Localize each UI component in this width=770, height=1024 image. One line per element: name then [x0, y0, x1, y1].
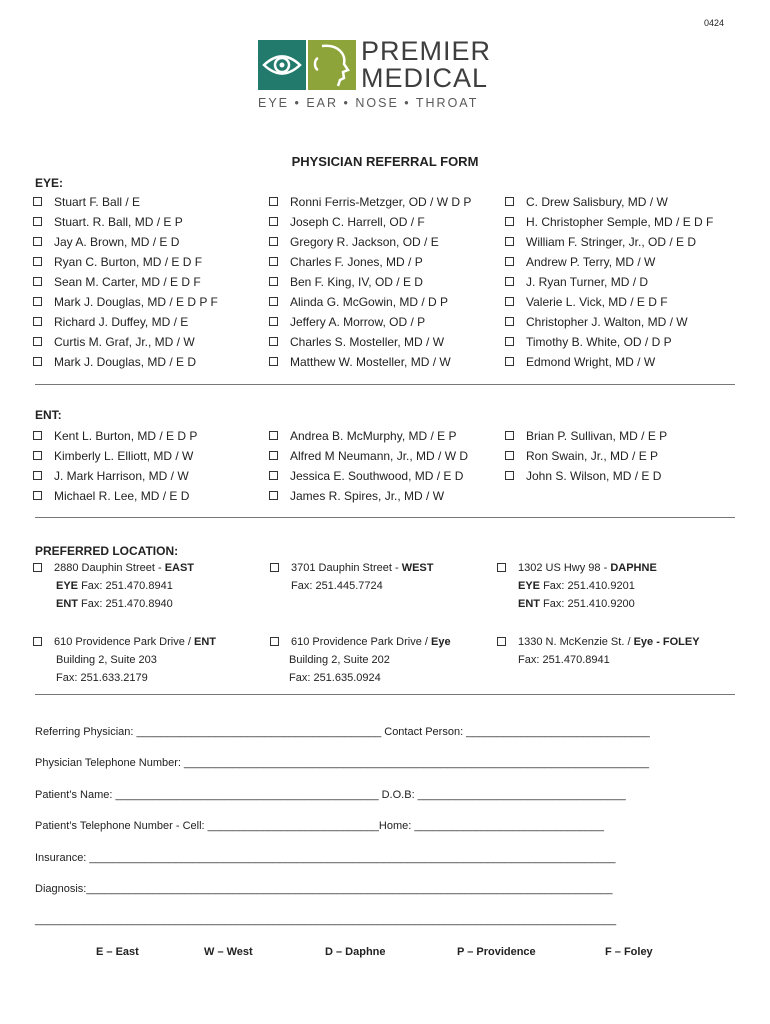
referring-physician-field[interactable]: Referring Physician: ________________________________________ Contact Person: ______________________________: [35, 726, 650, 738]
checkbox[interactable]: [505, 217, 514, 226]
legend-daphne: D – Daphne: [325, 946, 386, 958]
location-daphne[interactable]: 1302 US Hwy 98 - DAPHNE EYE Fax: 251.410.9201 ENT Fax: 251.410.9200: [497, 559, 657, 613]
checkbox[interactable]: [505, 277, 514, 286]
checkbox[interactable]: [505, 451, 514, 460]
face-profile-logo-icon: [308, 40, 356, 90]
eye-physician-item[interactable]: Ronni Ferris-Metzger, OD / W D P: [269, 192, 471, 212]
ent-col2: [269, 426, 468, 506]
eye-physician-item[interactable]: J. Ryan Turner, MD / D: [505, 272, 713, 292]
eye-physician-item[interactable]: Matthew W. Mosteller, MD / W: [269, 352, 471, 372]
checkbox[interactable]: [505, 317, 514, 326]
checkbox[interactable]: [33, 337, 42, 346]
eye-physician-item[interactable]: Alinda G. McGowin, MD / D P: [269, 292, 471, 312]
checkbox[interactable]: [269, 257, 278, 266]
checkbox[interactable]: [33, 357, 42, 366]
checkbox[interactable]: [33, 257, 42, 266]
checkbox[interactable]: [505, 357, 514, 366]
eye-logo-icon: [258, 40, 306, 90]
divider: [35, 694, 735, 695]
checkbox[interactable]: [505, 237, 514, 246]
brand-line1: PREMIER: [361, 36, 492, 66]
checkbox[interactable]: [33, 451, 42, 460]
checkbox[interactable]: [33, 471, 42, 480]
eye-physician-item[interactable]: H. Christopher Semple, MD / E D F: [505, 212, 713, 232]
checkbox[interactable]: [33, 237, 42, 246]
ent-physician-item[interactable]: Andrea B. McMurphy, MD / E P: [269, 426, 468, 446]
eye-physician-item[interactable]: Richard J. Duffey, MD / E: [33, 312, 218, 332]
form-title: PHYSICIAN REFERRAL FORM: [291, 154, 479, 169]
ent-col3: [505, 426, 667, 486]
ent-col1: [33, 426, 197, 506]
checkbox[interactable]: [505, 431, 514, 440]
eye-physician-item[interactable]: Jay A. Brown, MD / E D: [33, 232, 218, 252]
checkbox[interactable]: [505, 197, 514, 206]
location-west[interactable]: 3701 Dauphin Street - WEST Fax: 251.445.7724: [270, 559, 433, 595]
ent-physician-item[interactable]: Alfred M Neumann, Jr., MD / W D: [269, 446, 468, 466]
eye-physician-item[interactable]: Joseph C. Harrell, OD / F: [269, 212, 471, 232]
checkbox[interactable]: [269, 237, 278, 246]
form-code: 0424: [703, 18, 724, 28]
checkbox[interactable]: [497, 563, 506, 572]
checkbox[interactable]: [270, 563, 279, 572]
checkbox[interactable]: [33, 217, 42, 226]
checkbox[interactable]: [505, 471, 514, 480]
eye-physician-item[interactable]: Sean M. Carter, MD / E D F: [33, 272, 218, 292]
eye-physician-item[interactable]: Mark J. Douglas, MD / E D: [33, 352, 218, 372]
checkbox[interactable]: [270, 637, 279, 646]
checkbox[interactable]: [269, 431, 278, 440]
ent-heading: ENT:: [35, 408, 62, 422]
eye-physician-item[interactable]: Jeffery A. Morrow, OD / P: [269, 312, 471, 332]
location-providence-ent[interactable]: 610 Providence Park Drive / ENT Building 2, Suite 203 Fax: 251.633.2179: [33, 633, 216, 687]
checkbox[interactable]: [33, 197, 42, 206]
diagnosis-continued-field[interactable]: _______________________________________________________________________________________________: [35, 914, 617, 926]
eye-col1: [33, 192, 218, 372]
diagnosis-field[interactable]: Diagnosis:______________________________________________________________________________________: [35, 883, 613, 895]
eye-physician-item[interactable]: Mark J. Douglas, MD / E D P F: [33, 292, 218, 312]
ent-physician-item[interactable]: Kent L. Burton, MD / E D P: [33, 426, 197, 446]
brand-line2: MEDICAL: [361, 63, 489, 93]
eye-physician-item[interactable]: Andrew P. Terry, MD / W: [505, 252, 713, 272]
divider: [35, 384, 735, 385]
eye-physician-item[interactable]: Stuart. R. Ball, MD / E P: [33, 212, 218, 232]
ent-physician-item[interactable]: Jessica E. Southwood, MD / E D: [269, 466, 468, 486]
checkbox[interactable]: [33, 563, 42, 572]
physician-phone-field[interactable]: Physician Telephone Number: ____________________________________________________________________________: [35, 757, 649, 769]
eye-physician-item[interactable]: Valerie L. Vick, MD / E D F: [505, 292, 713, 312]
eye-col3: [505, 192, 713, 372]
ent-physician-item[interactable]: Brian P. Sullivan, MD / E P: [505, 426, 667, 446]
legend-west: W – West: [204, 946, 253, 958]
checkbox[interactable]: [33, 317, 42, 326]
eye-physician-item[interactable]: Stuart F. Ball / E: [33, 192, 218, 212]
location-providence-eye[interactable]: 610 Providence Park Drive / Eye Building 2, Suite 202 Fax: 251.635.0924: [270, 633, 451, 687]
checkbox[interactable]: [269, 297, 278, 306]
checkbox[interactable]: [33, 297, 42, 306]
eye-physician-item[interactable]: Ryan C. Burton, MD / E D F: [33, 252, 218, 272]
eye-physician-item[interactable]: Curtis M. Graf, Jr., MD / W: [33, 332, 218, 352]
ent-physician-item[interactable]: J. Mark Harrison, MD / W: [33, 466, 197, 486]
checkbox[interactable]: [269, 491, 278, 500]
legend-providence: P – Providence: [457, 946, 536, 958]
ent-physician-item[interactable]: Ron Swain, Jr., MD / E P: [505, 446, 667, 466]
legend-east: E – East: [96, 946, 139, 958]
location-east[interactable]: 2880 Dauphin Street - EAST EYE Fax: 251.470.8941 ENT Fax: 251.470.8940: [33, 559, 194, 613]
checkbox[interactable]: [505, 337, 514, 346]
brand-name: [361, 38, 491, 92]
ent-physician-item[interactable]: Michael R. Lee, MD / E D: [33, 486, 197, 506]
eye-physician-item[interactable]: Charles F. Jones, MD / P: [269, 252, 471, 272]
eye-col2: [269, 192, 471, 372]
divider: [35, 517, 735, 518]
checkbox[interactable]: [269, 317, 278, 326]
checkbox[interactable]: [269, 277, 278, 286]
ent-physician-item[interactable]: John S. Wilson, MD / E D: [505, 466, 667, 486]
eye-physician-item[interactable]: Edmond Wright, MD / W: [505, 352, 713, 372]
eye-physician-item[interactable]: Charles S. Mosteller, MD / W: [269, 332, 471, 352]
eye-physician-item[interactable]: Ben F. King, IV, OD / E D: [269, 272, 471, 292]
checkbox[interactable]: [33, 491, 42, 500]
eye-heading: EYE:: [35, 176, 64, 190]
insurance-field[interactable]: Insurance: ______________________________________________________________________________________: [35, 852, 616, 864]
location-heading: PREFERRED LOCATION:: [35, 544, 179, 558]
ent-physician-item[interactable]: James R. Spires, Jr., MD / W: [269, 486, 468, 506]
checkbox[interactable]: [505, 257, 514, 266]
eye-physician-item[interactable]: Timothy B. White, OD / D P: [505, 332, 713, 352]
checkbox[interactable]: [33, 277, 42, 286]
legend-foley: F – Foley: [605, 946, 653, 958]
checkbox[interactable]: [269, 217, 278, 226]
eye-physician-item[interactable]: C. Drew Salisbury, MD / W: [505, 192, 713, 212]
eye-physician-item[interactable]: William F. Stringer, Jr., OD / E D: [505, 232, 713, 252]
checkbox[interactable]: [33, 431, 42, 440]
patient-phone-field[interactable]: Patient’s Telephone Number - Cell: ____________________________Home: _______________________________: [35, 820, 605, 832]
checkbox[interactable]: [269, 337, 278, 346]
checkbox[interactable]: [505, 297, 514, 306]
checkbox[interactable]: [269, 357, 278, 366]
eye-physician-item[interactable]: Gregory R. Jackson, OD / E: [269, 232, 471, 252]
ent-physician-item[interactable]: Kimberly L. Elliott, MD / W: [33, 446, 197, 466]
checkbox[interactable]: [497, 637, 506, 646]
patient-name-field[interactable]: Patient’s Name: ___________________________________________ D.O.B: __________________________________: [35, 789, 626, 801]
checkbox[interactable]: [269, 197, 278, 206]
checkbox[interactable]: [33, 637, 42, 646]
eye-physician-item[interactable]: Christopher J. Walton, MD / W: [505, 312, 713, 332]
checkbox[interactable]: [269, 451, 278, 460]
checkbox[interactable]: [269, 471, 278, 480]
brand-tagline: EYE • EAR • NOSE • THROAT: [258, 96, 479, 110]
location-foley[interactable]: 1330 N. McKenzie St. / Eye - FOLEY Fax: 251.470.8941: [497, 633, 700, 669]
